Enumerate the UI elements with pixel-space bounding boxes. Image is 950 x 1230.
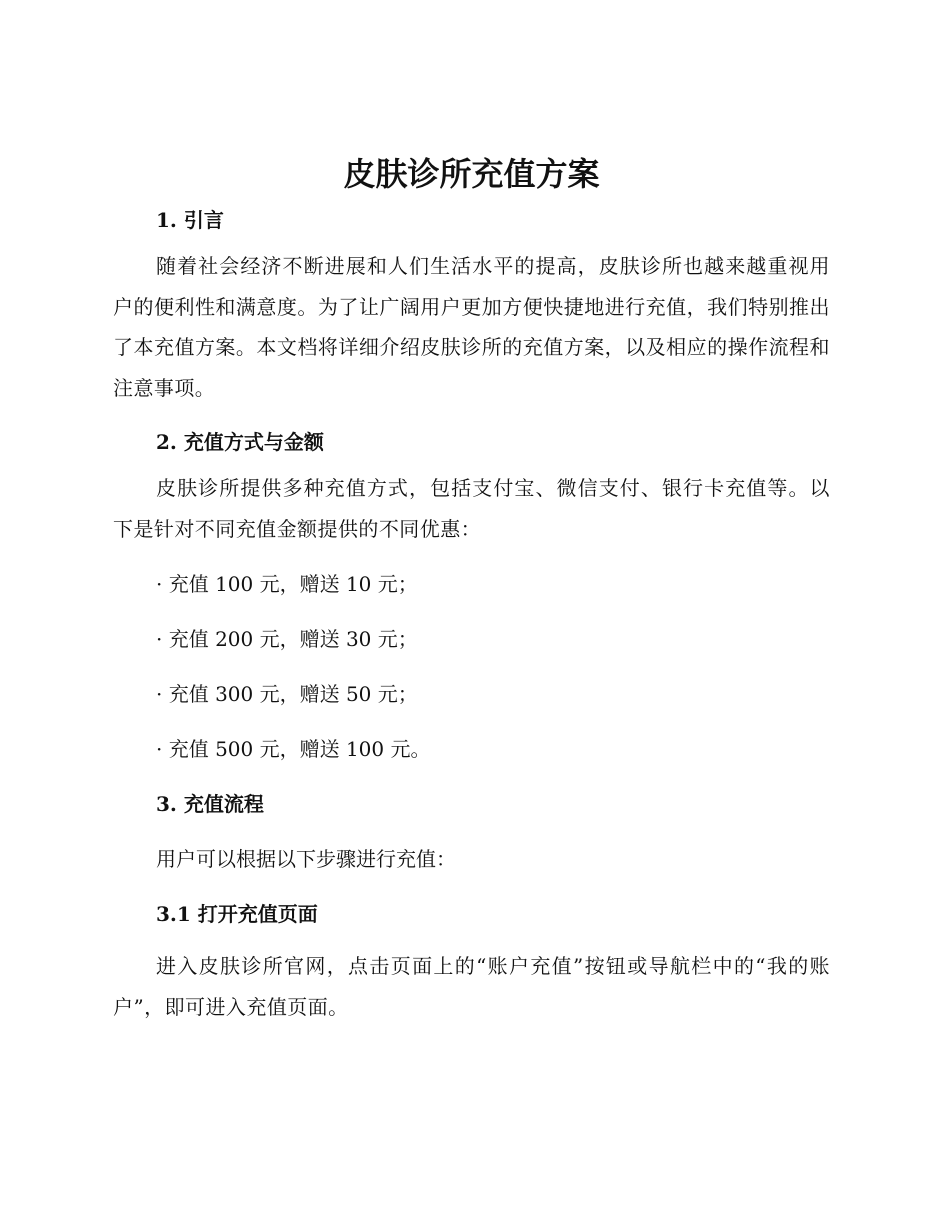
- section-heading-intro: 1. 引言: [156, 208, 224, 232]
- intro-paragraph: 随着社会经济不断进展和人们生活水平的提高，皮肤诊所也越来越重视用户的便利性和满意度。为了让广阔用户更加方便快捷地进行充值，我们特别推出了本充值方案。本文档将详细介绍皮肤诊所的充值方案，以及相应的操作流程和注意事项。: [113, 254, 830, 400]
- methods-paragraph: 皮肤诊所提供多种充值方式，包括支付宝、微信支付、银行卡充值等。以下是针对不同充值金额提供的不同优惠：: [113, 476, 830, 541]
- section-heading-methods: 2. 充值方式与金额: [156, 430, 324, 454]
- document-title: 皮肤诊所充值方案: [343, 155, 600, 193]
- subsection-heading-open-page: 3.1 打开充值页面: [156, 902, 318, 926]
- list-item-recharge-500: · 充值 500 元，赠送 100 元。: [156, 737, 431, 761]
- process-paragraph: 用户可以根据以下步骤进行充值：: [156, 847, 456, 871]
- section-heading-process: 3. 充值流程: [156, 792, 264, 816]
- open-page-paragraph: 进入皮肤诊所官网，点击页面上的“账户充值”按钮或导航栏中的“我的账户”，即可进入充值页面。: [113, 954, 830, 1019]
- document-body: [113, 150, 830, 1027]
- list-item-recharge-200: · 充值 200 元，赠送 30 元；: [156, 627, 418, 651]
- list-item-recharge-100: · 充值 100 元，赠送 10 元；: [156, 572, 418, 596]
- list-item-recharge-300: · 充值 300 元，赠送 50 元；: [156, 682, 418, 706]
